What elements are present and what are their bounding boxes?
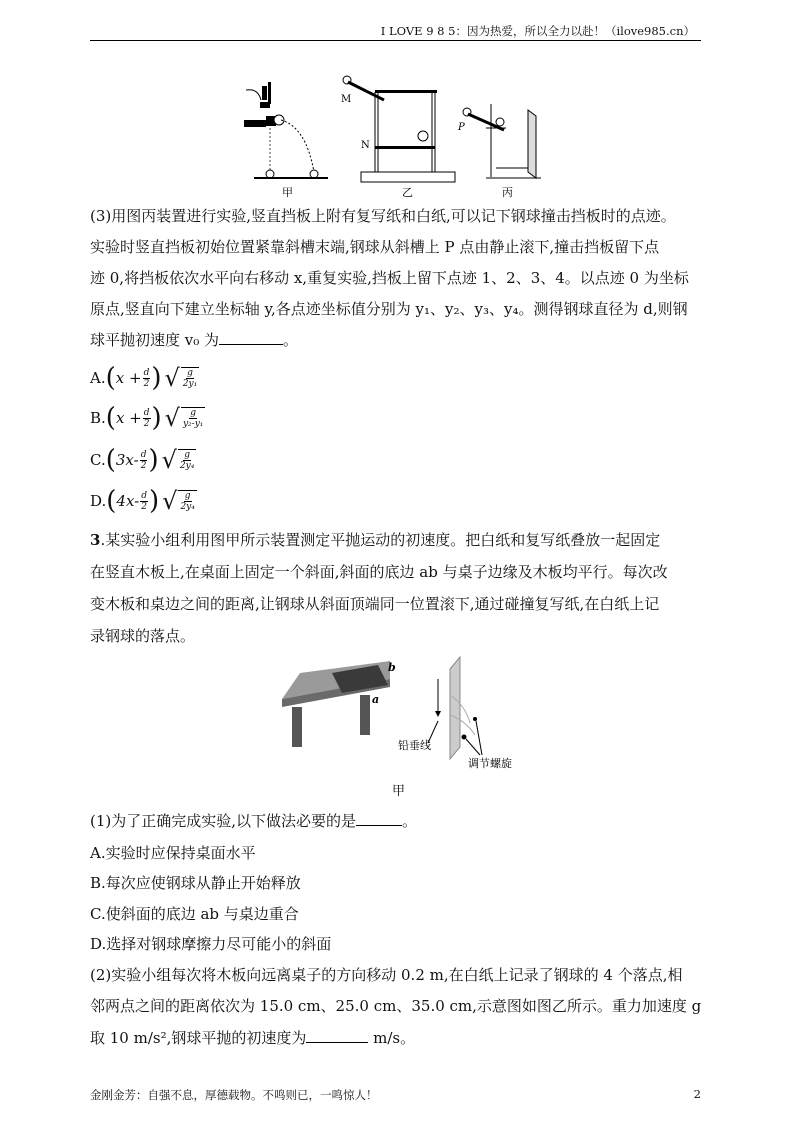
label-N: N (361, 140, 370, 151)
label-b: b (388, 661, 396, 674)
q3-1-option-b[interactable]: B.每次应使钢球从静止开始释放 (90, 874, 301, 892)
q2-3-line-3: 迹 0,将挡板依次水平向右移动 x,重复实验,挡板上留下点迹 1、2、3、4。以点迹 0 为坐标 (90, 269, 689, 287)
label-plumb-line: 铅垂线 (398, 739, 431, 752)
answer-blank-v0-q3[interactable] (306, 1028, 368, 1043)
option-b[interactable]: B. ( x + $\frac{d}{2}$ ) √ $\frac{g}{\text{y₂-y₁}}$ (90, 403, 204, 433)
label-jia: 甲 (282, 186, 293, 199)
q3-line-2: 在竖直木板上,在桌面上固定一个斜面,斜面的底边 ab 与桌子边缘及木板均平行。每次改 (90, 563, 668, 581)
page-number: 2 (693, 1087, 701, 1101)
q3-2-line-1: (2)实验小组每次将木板向远离桌子的方向移动 0.2 m,在白纸上记录了钢球的 4 个落点,相 (90, 966, 683, 984)
label-adjust-screw: 调节螺旋 (468, 757, 512, 770)
label-P: P (458, 122, 465, 133)
label-a: a (372, 693, 380, 706)
q2-3-line-4: 原点,竖直向下建立坐标轴 y,各点迹坐标值分别为 y₁、y₂、y₃、y₄。测得钢球直径为 d,则钢 (90, 300, 688, 318)
q3-line-3: 变木板和桌边之间的距离,让钢球从斜面顶端同一位置滚下,通过碰撞复写纸,在白纸上记 (90, 595, 660, 613)
q2-3-line-1: (3)用图丙装置进行实验,竖直挡板上附有复写纸和白纸,可以记下钢球撞击挡板时的点迹。 (90, 207, 676, 225)
q3-line-4: 录钢球的落点。 (90, 627, 196, 645)
figure2-caption: 甲 (392, 784, 406, 799)
answer-blank-q3-1[interactable] (356, 811, 402, 826)
label-M: M (341, 94, 352, 105)
q2-3-line-5: 球平抛初速度 v₀ 为 。 (90, 331, 299, 349)
q3-line-1: 3.某实验小组利用图甲所示装置测定平抛运动的初速度。把白纸和复写纸叠放一起固定 (90, 531, 661, 549)
page-header: I LOVE 9 8 5：因为热爱，所以全力以赴！（ilove985.cn） (90, 22, 701, 41)
apparatus-jia (244, 82, 328, 199)
table-board-figure (270, 655, 530, 795)
apparatus-figure (236, 72, 556, 200)
label-bing: 丙 (502, 186, 513, 199)
answer-blank-v0[interactable] (219, 330, 283, 345)
q2-3-line-2: 实验时竖直挡板初始位置紧靠斜槽末端,钢球从斜槽上 P 点由静止滚下,撞击挡板留下点 (90, 238, 660, 256)
q3-1-stem: (1)为了正确完成实验,以下做法必要的是 。 (90, 812, 418, 830)
option-d[interactable]: D. ( 4x- $\frac{d}{2}$ ) √ $\frac{g}{\text{2y₄}}$ (90, 486, 195, 516)
apparatus-bing (457, 104, 541, 199)
q3-1-option-d[interactable]: D.选择对钢球摩擦力尽可能小的斜面 (90, 935, 332, 953)
q3-2-line-2: 邻两点之间的距离依次为 15.0 cm、25.0 cm、35.0 cm,示意图如图乙所示。重力加速度 g (90, 997, 702, 1015)
option-c[interactable]: C. ( 3x- $\frac{d}{2}$ ) √ $\frac{g}{\text{2y₄}}$ (90, 445, 195, 475)
option-a[interactable]: A. ( x + $\frac{d}{2}$ ) √ $\frac{g}{\text{2y₁}}$ (90, 363, 198, 393)
q3-1-option-c[interactable]: C.使斜面的底边 ab 与桌边重合 (90, 905, 299, 923)
page-footer-motto: 金刚金芳：自强不息，厚德载物。不鸣则已，一鸣惊人！ (90, 1088, 378, 1102)
label-yi: 乙 (402, 186, 413, 199)
apparatus-yi (341, 76, 455, 199)
q3-1-option-a[interactable]: A.实验时应保持桌面水平 (90, 844, 256, 862)
q3-2-line-3: 取 10 m/s²,钢球平抛的初速度为 m/s。 (90, 1029, 416, 1047)
